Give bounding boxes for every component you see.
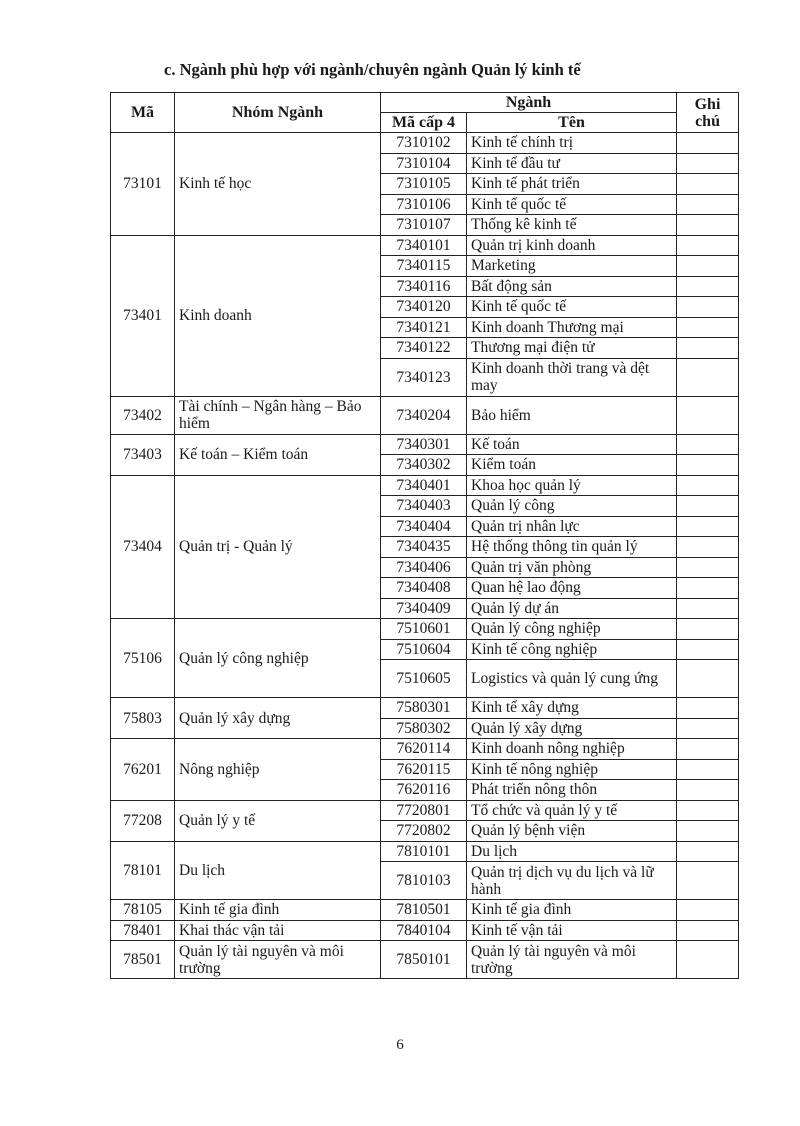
major-name: Thống kê kinh tế bbox=[467, 215, 677, 236]
table-row bbox=[111, 920, 739, 941]
note-cell bbox=[677, 396, 739, 434]
note-cell bbox=[677, 862, 739, 900]
major-name: Kinh doanh nông nghiệp bbox=[467, 739, 677, 760]
group-name: Quản lý công nghiệp bbox=[175, 619, 381, 698]
major-name: Quản lý bệnh viện bbox=[467, 821, 677, 842]
note-cell bbox=[677, 780, 739, 801]
major-name: Quản lý dự án bbox=[467, 598, 677, 619]
note-cell bbox=[677, 174, 739, 195]
header-nhom-nganh: Nhóm Ngành bbox=[175, 93, 381, 133]
group-code: 78101 bbox=[111, 841, 175, 900]
group-name: Kinh tế gia đình bbox=[175, 900, 381, 921]
major-name: Kinh tế quốc tế bbox=[467, 297, 677, 318]
note-cell bbox=[677, 256, 739, 277]
note-cell bbox=[677, 194, 739, 215]
major-code: 7310104 bbox=[381, 153, 467, 174]
note-cell bbox=[677, 578, 739, 599]
major-name: Logistics và quản lý cung ứng bbox=[467, 660, 677, 698]
major-code: 7340408 bbox=[381, 578, 467, 599]
major-code: 7810501 bbox=[381, 900, 467, 921]
major-code: 7810103 bbox=[381, 862, 467, 900]
major-name: Kinh tế đầu tư bbox=[467, 153, 677, 174]
table-row bbox=[111, 133, 739, 154]
table-row bbox=[111, 800, 739, 821]
note-cell bbox=[677, 821, 739, 842]
major-code: 7340401 bbox=[381, 475, 467, 496]
major-code: 7620115 bbox=[381, 759, 467, 780]
major-name: Kế toán bbox=[467, 434, 677, 455]
note-cell bbox=[677, 698, 739, 719]
major-name: Quản lý công nghiệp bbox=[467, 619, 677, 640]
major-code: 7620114 bbox=[381, 739, 467, 760]
table-row bbox=[111, 900, 739, 921]
table-row bbox=[111, 619, 739, 640]
group-name: Du lịch bbox=[175, 841, 381, 900]
major-name: Kinh tế vận tải bbox=[467, 920, 677, 941]
major-code: 7310107 bbox=[381, 215, 467, 236]
note-cell bbox=[677, 759, 739, 780]
major-code: 7510605 bbox=[381, 660, 467, 698]
major-name: Kinh doanh Thương mại bbox=[467, 317, 677, 338]
major-code: 7850101 bbox=[381, 941, 467, 979]
group-code: 77208 bbox=[111, 800, 175, 841]
major-name: Quản lý công bbox=[467, 496, 677, 517]
major-name: Kinh tế nông nghiệp bbox=[467, 759, 677, 780]
major-code: 7310106 bbox=[381, 194, 467, 215]
note-cell bbox=[677, 619, 739, 640]
note-cell bbox=[677, 941, 739, 979]
major-name: Kinh tế chính trị bbox=[467, 133, 677, 154]
major-code: 7340101 bbox=[381, 235, 467, 256]
header-nganh: Ngành bbox=[381, 93, 677, 113]
major-name: Quản trị nhân lực bbox=[467, 516, 677, 537]
note-cell bbox=[677, 215, 739, 236]
major-name: Du lịch bbox=[467, 841, 677, 862]
table-row bbox=[111, 698, 739, 719]
major-name: Quản trị dịch vụ du lịch và lữ hành bbox=[467, 862, 677, 900]
group-name: Khai thác vận tải bbox=[175, 920, 381, 941]
group-name: Quản trị - Quản lý bbox=[175, 475, 381, 619]
group-name: Kinh tế học bbox=[175, 133, 381, 236]
note-cell bbox=[677, 516, 739, 537]
table-row bbox=[111, 841, 739, 862]
note-cell bbox=[677, 496, 739, 517]
major-name: Bất động sản bbox=[467, 276, 677, 297]
note-cell bbox=[677, 338, 739, 359]
table-row bbox=[111, 434, 739, 455]
major-code: 7340115 bbox=[381, 256, 467, 277]
group-name: Quản lý xây dựng bbox=[175, 698, 381, 739]
major-code: 7310105 bbox=[381, 174, 467, 195]
major-code: 7580302 bbox=[381, 718, 467, 739]
major-name: Marketing bbox=[467, 256, 677, 277]
group-name: Quản lý tài nguyên và môi trường bbox=[175, 941, 381, 979]
header-ghi-chu: Ghi chú bbox=[677, 93, 739, 133]
group-code: 73402 bbox=[111, 396, 175, 434]
note-cell bbox=[677, 900, 739, 921]
major-code: 7340404 bbox=[381, 516, 467, 537]
page-title: c. Ngành phù hợp với ngành/chuyên ngành Quản lý kinh tế bbox=[164, 60, 581, 79]
group-code: 75106 bbox=[111, 619, 175, 698]
major-name: Kinh doanh thời trang và dệt may bbox=[467, 358, 677, 396]
major-name: Tổ chức và quản lý y tế bbox=[467, 800, 677, 821]
major-code: 7810101 bbox=[381, 841, 467, 862]
group-name: Kế toán – Kiểm toán bbox=[175, 434, 381, 475]
major-code: 7340302 bbox=[381, 455, 467, 476]
table-row bbox=[111, 235, 739, 256]
major-code: 7340435 bbox=[381, 537, 467, 558]
note-cell bbox=[677, 660, 739, 698]
major-code: 7720801 bbox=[381, 800, 467, 821]
major-name: Kiểm toán bbox=[467, 455, 677, 476]
major-code: 7620116 bbox=[381, 780, 467, 801]
note-cell bbox=[677, 639, 739, 660]
note-cell bbox=[677, 739, 739, 760]
majors-table bbox=[110, 92, 739, 979]
major-code: 7310102 bbox=[381, 133, 467, 154]
major-code: 7580301 bbox=[381, 698, 467, 719]
note-cell bbox=[677, 718, 739, 739]
header-ma: Mã bbox=[111, 93, 175, 133]
note-cell bbox=[677, 317, 739, 338]
header-ma-cap-4: Mã cấp 4 bbox=[381, 113, 467, 133]
group-code: 73401 bbox=[111, 235, 175, 396]
major-name: Phát triển nông thôn bbox=[467, 780, 677, 801]
note-cell bbox=[677, 475, 739, 496]
group-code: 75803 bbox=[111, 698, 175, 739]
major-name: Khoa học quản lý bbox=[467, 475, 677, 496]
table-row bbox=[111, 396, 739, 434]
major-name: Kinh tế công nghiệp bbox=[467, 639, 677, 660]
major-name: Quản trị văn phòng bbox=[467, 557, 677, 578]
group-name: Quản lý y tế bbox=[175, 800, 381, 841]
major-code: 7340301 bbox=[381, 434, 467, 455]
group-code: 78401 bbox=[111, 920, 175, 941]
note-cell bbox=[677, 800, 739, 821]
note-cell bbox=[677, 358, 739, 396]
header-ten: Tên bbox=[467, 113, 677, 133]
note-cell bbox=[677, 557, 739, 578]
major-name: Kinh tế gia đình bbox=[467, 900, 677, 921]
note-cell bbox=[677, 537, 739, 558]
major-code: 7510604 bbox=[381, 639, 467, 660]
group-code: 73404 bbox=[111, 475, 175, 619]
note-cell bbox=[677, 297, 739, 318]
page-number: 6 bbox=[396, 1037, 404, 1053]
major-code: 7340122 bbox=[381, 338, 467, 359]
table-row bbox=[111, 941, 739, 979]
major-name: Hệ thống thông tin quản lý bbox=[467, 537, 677, 558]
major-code: 7340409 bbox=[381, 598, 467, 619]
major-code: 7720802 bbox=[381, 821, 467, 842]
group-code: 73101 bbox=[111, 133, 175, 236]
major-code: 7340116 bbox=[381, 276, 467, 297]
major-code: 7340406 bbox=[381, 557, 467, 578]
note-cell bbox=[677, 841, 739, 862]
note-cell bbox=[677, 235, 739, 256]
note-cell bbox=[677, 598, 739, 619]
major-code: 7510601 bbox=[381, 619, 467, 640]
note-cell bbox=[677, 276, 739, 297]
group-code: 78105 bbox=[111, 900, 175, 921]
group-name: Kinh doanh bbox=[175, 235, 381, 396]
table-row bbox=[111, 739, 739, 760]
major-name: Quản lý xây dựng bbox=[467, 718, 677, 739]
table-row bbox=[111, 475, 739, 496]
group-code: 73403 bbox=[111, 434, 175, 475]
group-code: 76201 bbox=[111, 739, 175, 801]
note-cell bbox=[677, 153, 739, 174]
group-code: 78501 bbox=[111, 941, 175, 979]
major-code: 7340120 bbox=[381, 297, 467, 318]
major-code: 7340204 bbox=[381, 396, 467, 434]
majors-table-body bbox=[111, 133, 739, 979]
major-code: 7340121 bbox=[381, 317, 467, 338]
major-name: Quan hệ lao động bbox=[467, 578, 677, 599]
major-code: 7840104 bbox=[381, 920, 467, 941]
group-name: Tài chính – Ngân hàng – Bảo hiểm bbox=[175, 396, 381, 434]
note-cell bbox=[677, 920, 739, 941]
note-cell bbox=[677, 434, 739, 455]
major-code: 7340123 bbox=[381, 358, 467, 396]
group-name: Nông nghiệp bbox=[175, 739, 381, 801]
major-name: Quản trị kinh doanh bbox=[467, 235, 677, 256]
major-name: Bảo hiểm bbox=[467, 396, 677, 434]
note-cell bbox=[677, 133, 739, 154]
major-name: Kinh tế quốc tế bbox=[467, 194, 677, 215]
major-name: Quản lý tài nguyên và môi trường bbox=[467, 941, 677, 979]
major-name: Thương mại điện tử bbox=[467, 338, 677, 359]
major-code: 7340403 bbox=[381, 496, 467, 517]
major-name: Kinh tế xây dựng bbox=[467, 698, 677, 719]
major-name: Kinh tế phát triển bbox=[467, 174, 677, 195]
note-cell bbox=[677, 455, 739, 476]
